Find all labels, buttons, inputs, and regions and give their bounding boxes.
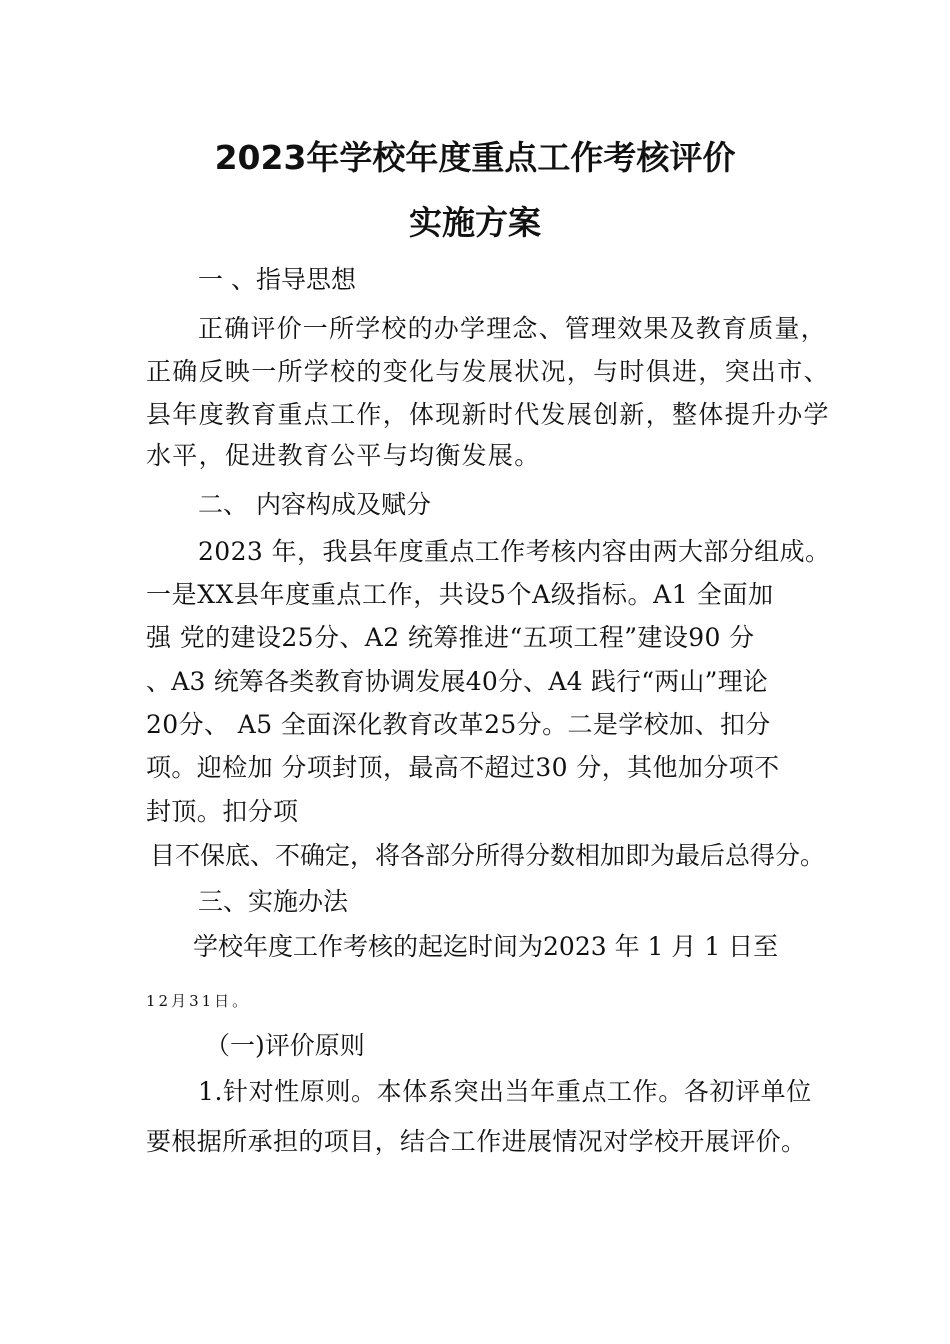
section1-heading: 一 、指导思想: [198, 265, 356, 294]
section2-heading: 二、 内容构成及赋分: [198, 490, 431, 519]
paragraph-line: 12月31日。: [146, 992, 251, 1010]
document-title-line2: 实施方案: [409, 203, 541, 242]
paragraph-line: 水平，促进教育公平与均衡发展。: [146, 441, 541, 470]
paragraph-line: 2023 年，我县年度重点工作考核内容由两大部分组成。: [198, 537, 831, 566]
paragraph-line: 强 党的建设25分、A2 统筹推进“五项工程”建设90 分: [146, 623, 755, 652]
paragraph-line: 、A3 统筹各类教育协调发展40分、A4 践行“两山”理论: [146, 667, 768, 696]
section3-heading: 三、实施办法: [198, 887, 349, 916]
subsection1-heading: （一)评价原则: [205, 1031, 365, 1060]
paragraph-line: 学校年度工作考核的起迄时间为2023 年 1 月 1 日至: [193, 932, 779, 961]
paragraph-line: 正确评价一所学校的办学理念、管理效果及教育质量，: [198, 314, 827, 343]
paragraph-line: 项。迎检加 分项封顶，最高不超过30 分，其他加分项不: [146, 753, 780, 782]
paragraph-line: 1.针对性原则。本体系突出当年重点工作。各初评单位: [198, 1077, 812, 1106]
paragraph-line: 封顶。扣分项: [146, 797, 299, 826]
paragraph-line: 要根据所承担的项目，结合工作进展情况对学校开展评价。: [146, 1127, 807, 1156]
paragraph-line: 目不保底、不确定，将各部分所得分数相加即为最后总得分。: [150, 841, 826, 870]
paragraph-line: 20分、 A5 全面深化教育改革25分。二是学校加、扣分: [146, 710, 771, 739]
paragraph-line: 县年度教育重点工作，体现新时代发展创新，整体提升办学: [146, 400, 830, 429]
document-title-line1: 2023年学校年度重点工作考核评价: [214, 138, 736, 177]
paragraph-line: 正确反映一所学校的变化与发展状况，与时俱进，突出市、: [146, 357, 830, 386]
paragraph-line: 一是XX县年度重点工作，共设5个A级指标。A1 全面加: [146, 580, 774, 609]
